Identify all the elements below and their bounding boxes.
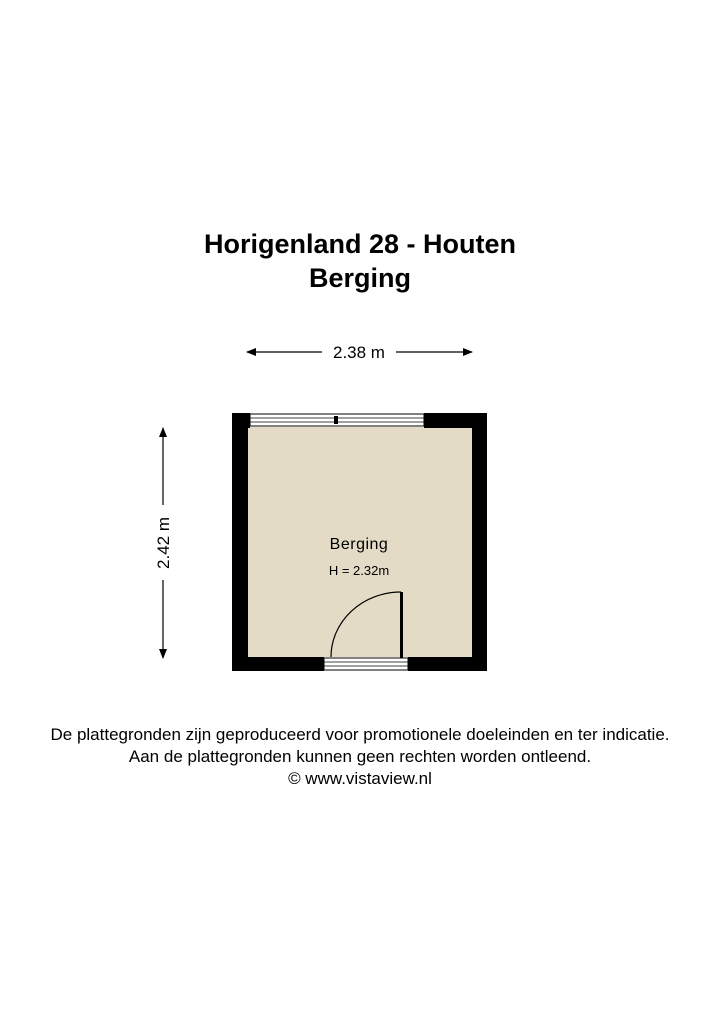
wall-bottom-left: [232, 657, 324, 671]
room-height-label: H = 2.32m: [328, 563, 390, 578]
window-top: [250, 414, 424, 426]
disclaimer-line-2: Aan de plattegronden kunnen geen rechten worden ontleend.: [128, 747, 592, 766]
wall-left: [232, 413, 248, 671]
wall-right: [472, 413, 487, 671]
door-threshold: [324, 658, 408, 670]
room-name: Berging: [329, 536, 389, 553]
door-leaf: [400, 592, 403, 658]
width-label: 2.38 m: [333, 343, 385, 362]
plan-subtitle: Berging: [308, 263, 411, 293]
copyright-line: © www.vistaview.nl: [288, 769, 432, 788]
disclaimer-line-1: De plattegronden zijn geproduceerd voor promotionele doeleinden en ter indicatie.: [50, 725, 670, 744]
wall-top-right: [424, 413, 487, 428]
wall-top-left: [232, 413, 250, 428]
plan-title: Horigenland 28 - Houten: [203, 229, 517, 259]
height-dimension: [154, 428, 173, 658]
wall-bottom-right: [408, 657, 487, 671]
height-label: 2.42 m: [154, 517, 173, 569]
width-dimension: [247, 343, 472, 362]
